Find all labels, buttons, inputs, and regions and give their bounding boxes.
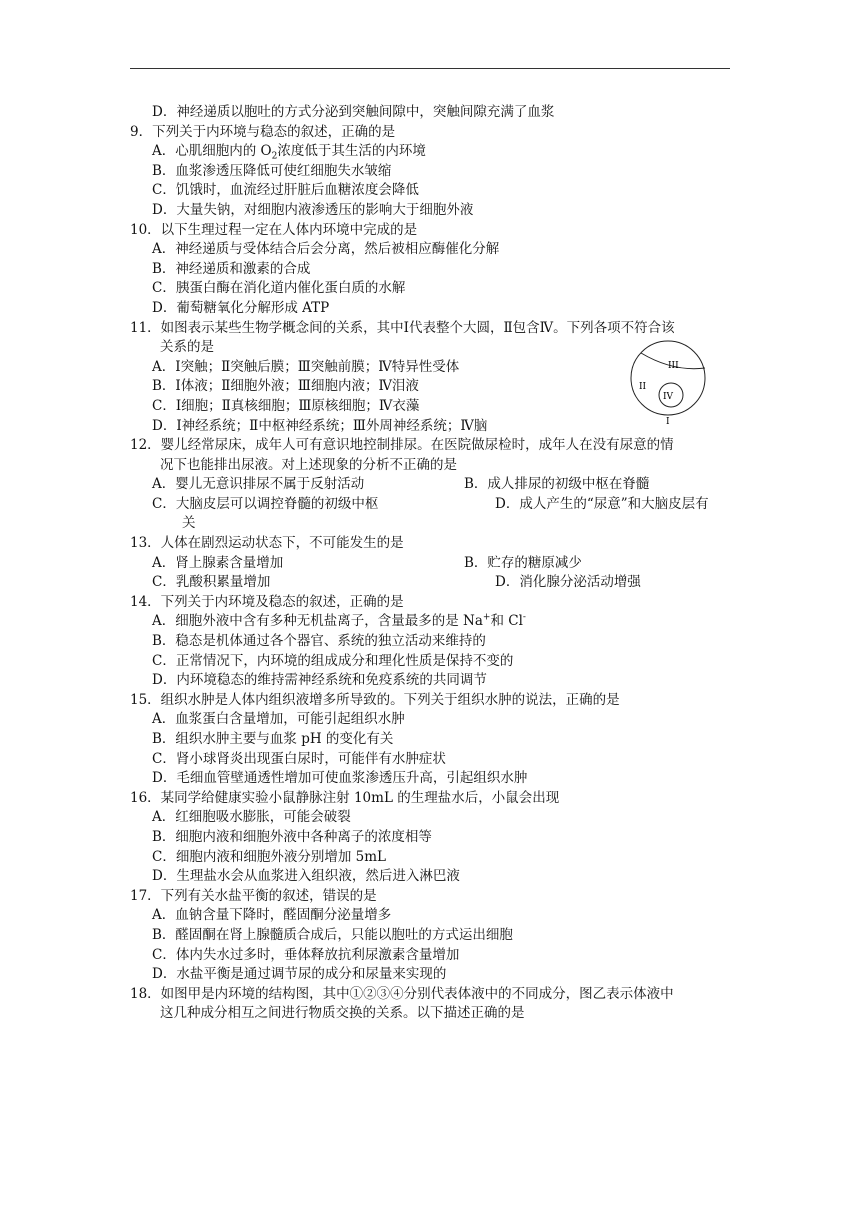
q10-option-c: C．胰蛋白酶在消化道内催化蛋白质的水解 — [152, 280, 406, 297]
q9-option-b: B．血浆渗透压降低可使红细胞失水皱缩 — [152, 162, 392, 179]
exam-page-content — [130, 103, 730, 1024]
q15-option-a: A．血浆蛋白含量增加，可能引起组织水肿 — [152, 711, 405, 728]
label-II: II — [639, 382, 647, 392]
q13-option-d: D．消化腺分泌活动增强 — [495, 574, 641, 591]
label-I: I — [666, 417, 670, 426]
q11-option-c: C．Ⅰ细胞；Ⅱ真核细胞；Ⅲ原核细胞；Ⅳ衣藻 — [152, 397, 420, 414]
q12-stem: 12．婴儿经常尿床，成年人可有意识地控制排尿。在医院做尿检时，成年人在没有尿意的情 — [130, 437, 674, 454]
q14-stem: 14．下列关于内环境及稳态的叙述，正确的是 — [130, 593, 404, 610]
q17-stem: 17．下列有关水盐平衡的叙述，错误的是 — [130, 887, 377, 904]
label-III: III — [668, 361, 679, 371]
q16-option-c: C．细胞内液和细胞外液分别增加 5mL — [152, 848, 386, 865]
q11-option-b: B．Ⅰ体液；Ⅱ细胞外液；Ⅲ细胞内液；Ⅳ泪液 — [152, 378, 419, 395]
q12-options-ab — [130, 475, 730, 495]
q10-option-a: A．神经递质与受体结合后会分离，然后被相应酶催化分解 — [152, 241, 500, 258]
q17-option-d: D．水盐平衡是通过调节尿的成分和尿量来实现的 — [152, 966, 447, 983]
q13-option-b: B．贮存的糖原减少 — [464, 554, 582, 571]
q10-option-d: D．葡萄糖氧化分解形成 ATP — [152, 299, 330, 316]
q12-option-c-wrap: 关 — [182, 515, 196, 532]
q11-concept-diagram — [628, 338, 708, 426]
q9-option-c: C．饥饿时，血流经过肝脏后血糖浓度会降低 — [152, 182, 419, 199]
q13-option-c: C．乳酸积累量增加 — [152, 574, 271, 591]
circle-I — [631, 341, 705, 415]
q17-option-c: C．体内失水过多时，垂体释放抗利尿激素含量增加 — [152, 946, 460, 963]
q17-option-b: B．醛固酮在肾上腺髓质合成后，只能以胞吐的方式运出细胞 — [152, 926, 513, 943]
q12-option-c: C．大脑皮层可以调控脊髓的初级中枢 — [152, 495, 379, 512]
q14-option-d: D．内环境稳态的维持需神经系统和免疫系统的共同调节 — [152, 672, 487, 689]
q13-options-cd — [130, 573, 730, 593]
q14-option-c: C．正常情况下，内环境的组成成分和理化性质是保持不变的 — [152, 652, 514, 669]
q11-option-d: D．Ⅰ神经系统；Ⅱ中枢神经系统；Ⅲ外周神经系统；Ⅳ脑 — [152, 417, 488, 434]
q8-option-d: D．神经递质以胞吐的方式分泌到突触间隙中，突触间隙充满了血浆 — [152, 104, 555, 120]
q18-stem-cont: 这几种成分相互之间进行物质交换的关系。以下描述正确的是 — [160, 1005, 525, 1022]
q11-stem-cont: 关系的是 — [160, 339, 214, 356]
q16-option-d: D．生理盐水会从血浆进入组织液，然后进入淋巴液 — [152, 868, 460, 885]
q18-stem: 18．如图甲是内环境的结构图，其中①②③④分别代表体液中的不同成分，图乙表示体液中 — [130, 985, 674, 1002]
q10-stem: 10．以下生理过程一定在人体内环境中完成的是 — [130, 221, 418, 238]
label-IV: IV — [663, 392, 674, 402]
q13-option-a: A．肾上腺素含量增加 — [152, 554, 284, 571]
q14-option-a: A．细胞外液中含有多种无机盐离子，含量最多的是 Na+和 Cl- — [152, 612, 526, 630]
q13-options-ab — [130, 554, 730, 574]
q14-option-b: B．稳态是机体通过各个器官、系统的独立活动来维持的 — [152, 633, 486, 650]
q15-option-c: C．肾小球肾炎出现蛋白尿时，可能伴有水肿症状 — [152, 750, 446, 767]
q15-option-b: B．组织水肿主要与血浆 pH 的变化有关 — [152, 731, 394, 747]
q16-stem: 16．某同学给健康实验小鼠静脉注射 10mL 的生理盐水后，小鼠会出现 — [130, 789, 560, 806]
header-rule — [130, 68, 730, 69]
q12-option-b: B．成人排尿的初级中枢在脊髓 — [464, 476, 650, 493]
q12-options-cd — [130, 495, 730, 515]
q9-option-d: D．大量失钠，对细胞内液渗透压的影响大于细胞外液 — [152, 201, 474, 218]
q16-option-a: A．红细胞吸水膨胀，可能会破裂 — [152, 809, 351, 826]
q15-option-d: D．毛细血管壁通透性增加可使血浆渗透压升高，引起组织水肿 — [152, 770, 528, 787]
q11-option-a: A．Ⅰ突触；Ⅱ突触后膜；Ⅲ突触前膜；Ⅳ特异性受体 — [152, 358, 460, 375]
q9-stem: 9．下列关于内环境与稳态的叙述，正确的是 — [130, 123, 396, 140]
q12-option-d: D．成人产生的“尿意”和大脑皮层有 — [495, 495, 709, 512]
q13-stem: 13．人体在剧烈运动状态下，不可能发生的是 — [130, 535, 404, 552]
q11-stem: 11．如图表示某些生物学概念间的关系，其中Ⅰ代表整个大圆，Ⅱ包含Ⅳ。下列各项不符合该 — [130, 319, 675, 336]
q9-option-a: A．心肌细胞内的 $O_2$浓度低于其生活的内环境 — [152, 143, 426, 162]
q12-option-a: A．婴儿无意识排尿不属于反射活动 — [152, 476, 365, 493]
q12-stem-cont: 况下也能排出尿液。对上述现象的分析不正确的是 — [160, 456, 457, 473]
q15-stem: 15．组织水肿是人体内组织液增多所导致的。下列关于组织水肿的说法，正确的是 — [130, 691, 620, 708]
q17-option-a: A．血钠含量下降时，醛固酮分泌量增多 — [152, 907, 392, 924]
q16-option-b: B．细胞内液和细胞外液中各种离子的浓度相等 — [152, 828, 432, 845]
q10-option-b: B．神经递质和激素的合成 — [152, 260, 311, 277]
